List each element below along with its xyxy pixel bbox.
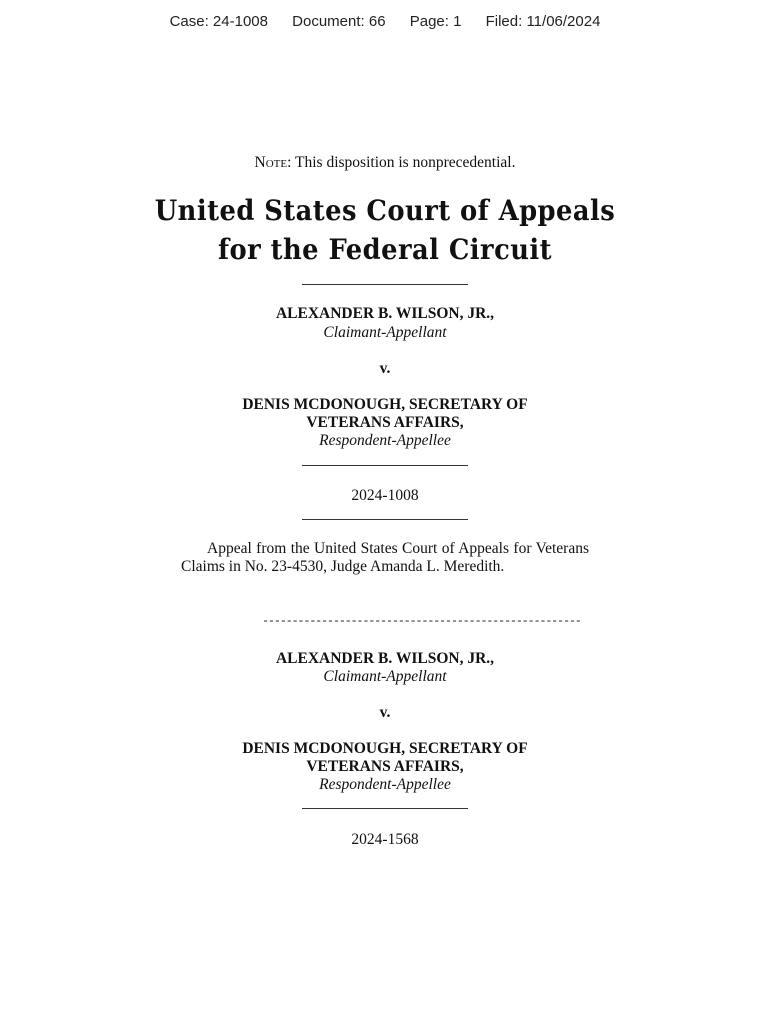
appellee-role: Respondent-Appellee — [319, 432, 451, 449]
divider — [302, 808, 468, 809]
note-text: This disposition is nonprecedential. — [295, 154, 516, 171]
appellee-name-line2: VETERANS AFFAIRS, — [306, 414, 464, 431]
docket-number: 2024-1008 — [351, 487, 419, 504]
appellee-role: Respondent-Appellee — [319, 776, 451, 793]
appellee-name-line1: DENIS MCDONOUGH, SECRETARY OF — [242, 396, 528, 413]
appellee-name-line2: VETERANS AFFAIRS, — [306, 758, 464, 775]
nonprecedential-note — [0, 154, 770, 172]
document-number: Document: 66 — [292, 13, 386, 30]
court-name-line2: for the Federal Circuit — [217, 233, 553, 266]
appellee-name-line1: DENIS MCDONOUGH, SECRETARY OF — [242, 740, 528, 757]
dashed-separator: ------------------------------------------------------ — [262, 614, 581, 628]
divider — [302, 519, 468, 520]
versus: v. — [379, 704, 391, 721]
divider — [302, 284, 468, 285]
appellant-role: Claimant-Appellant — [323, 668, 447, 685]
appellant-role: Claimant-Appellant — [323, 324, 447, 341]
case-number: Case: 24-1008 — [169, 13, 268, 30]
filed-date: Filed: 11/06/2024 — [485, 13, 601, 30]
docket-number: 2024-1568 — [351, 831, 419, 848]
note-label: Note: — [254, 154, 292, 171]
court-name-line1: United States Court of Appeals — [154, 194, 616, 227]
page-number: Page: 1 — [409, 13, 462, 30]
divider — [302, 465, 468, 466]
appellant-name: ALEXANDER B. WILSON, JR., — [275, 650, 495, 667]
appellant-name: ALEXANDER B. WILSON, JR., — [275, 305, 495, 322]
versus: v. — [379, 360, 391, 377]
filing-header — [0, 13, 770, 30]
appeal-description: Appeal from the United States Court of Appeals for Veterans Claims in No. 23-4530, Judge Amanda L. Meredith. — [181, 540, 589, 575]
